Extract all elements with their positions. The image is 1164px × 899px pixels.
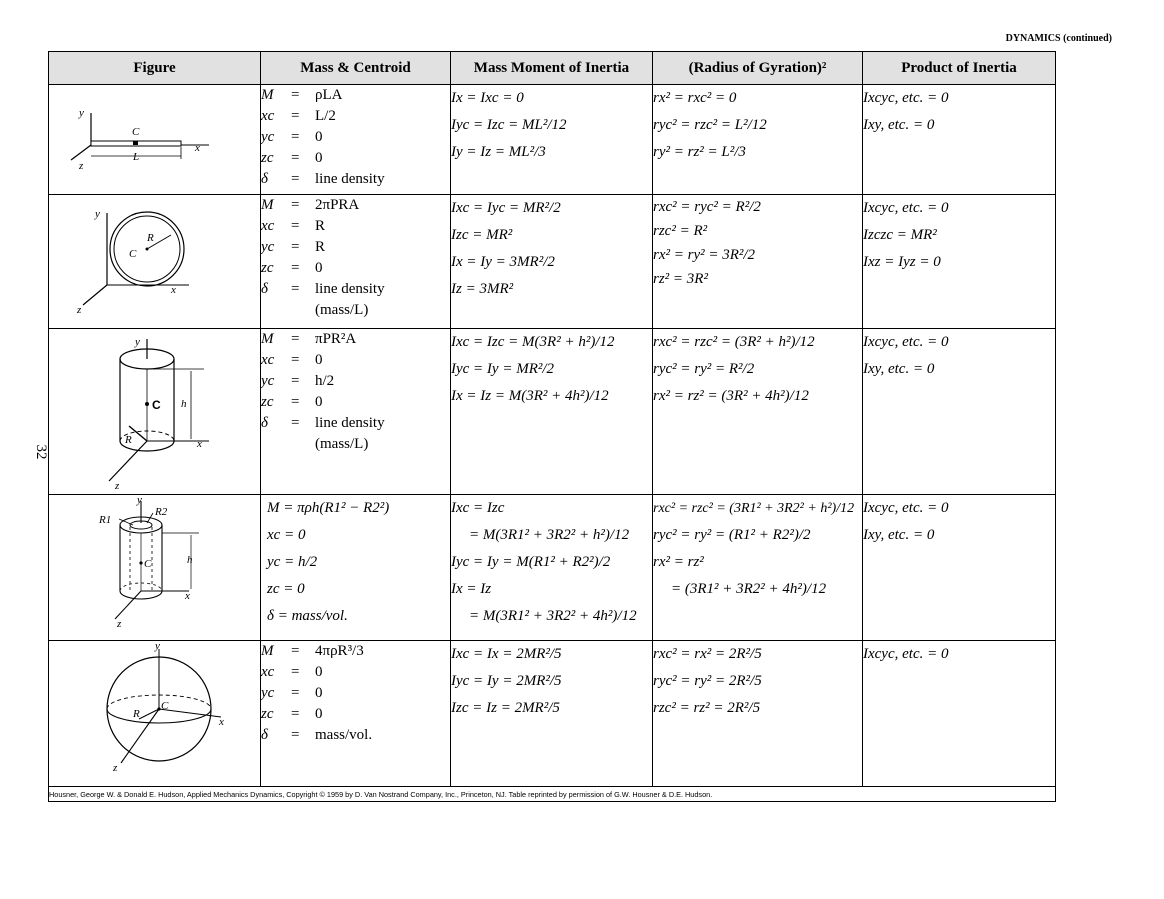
centroid-label: C — [129, 248, 137, 260]
product-cell — [863, 195, 1056, 329]
equation-line: yc = 0 — [261, 685, 323, 701]
product-equation: Ixy, etc. = 0 — [863, 527, 935, 543]
product-equation: Ixz = Iyz = 0 — [863, 254, 941, 270]
hollow-cylinder-figure — [49, 495, 261, 639]
figure-cell — [49, 641, 261, 787]
table-row — [49, 641, 1056, 787]
header-moment-of-inertia: Mass Moment of Inertia — [451, 52, 653, 85]
slender-rod-figure — [49, 85, 261, 193]
product-equation: Ixcyc, etc. = 0 — [863, 500, 949, 516]
y-axis-label: y — [135, 336, 140, 348]
y-axis-label: y — [155, 641, 160, 652]
inertia-cell — [451, 329, 653, 495]
equation-line: zc = 0 — [261, 150, 323, 166]
inertia-cell — [451, 641, 653, 787]
product-cell — [863, 85, 1056, 195]
figure-cell — [49, 329, 261, 495]
table-row — [49, 495, 1056, 641]
centroid-label: C — [161, 700, 169, 712]
gyration-equation: rx² = ry² = 3R²/2 — [653, 247, 756, 263]
radius-label: R — [133, 708, 140, 720]
density-equation: δ = mass/vol. — [267, 608, 348, 624]
equation-line: M = ρLA — [261, 87, 343, 103]
equation-line: yc = h/2 — [261, 373, 335, 389]
mass-centroid-cell — [261, 85, 451, 195]
equation-line: δ = line density — [261, 281, 385, 297]
x-axis-label: x — [197, 438, 202, 450]
gyration-equation: rx² = rz² = (3R² + 4h²)/12 — [653, 388, 809, 404]
outer-radius-label: R2 — [155, 506, 168, 518]
z-axis-label: z — [117, 618, 122, 630]
equation-line: zc = 0 — [261, 706, 323, 722]
x-axis-label: x — [185, 590, 190, 602]
product-equation: Ixy, etc. = 0 — [863, 117, 935, 133]
inertia-equation: Ixc = Izc = M(3R² + h²)/12 — [451, 334, 615, 350]
equation-line: (mass/L) — [315, 436, 369, 452]
gyration-equation: ry² = rz² = L²/3 — [653, 144, 746, 160]
product-equation: Ixcyc, etc. = 0 — [863, 646, 949, 662]
gyration-equation: rxc² = ryc² = R²/2 — [653, 199, 761, 215]
equation-line: M = 2πPRA — [261, 197, 360, 213]
header-row — [49, 52, 1056, 85]
solid-cylinder-figure — [49, 329, 261, 493]
equation-line: xc = 0 — [261, 352, 323, 368]
product-equation: Ixy, etc. = 0 — [863, 361, 935, 377]
mass-equation: M = πρh(R1² − R2²) — [267, 500, 390, 516]
inertia-equation: Ixc = Iyc = MR²/2 — [451, 200, 561, 216]
gyration-equation: ryc² = ry² = R²/2 — [653, 361, 755, 377]
footnote: Housner, George W. & Donald E. Hudson, Applied Mechanics Dynamics, Copyright © 1959 by D. Van Nostrand Company, Inc., Princeton, NJ. Table reprinted by permission of G.W. Housner & D.E. Hudson. — [49, 787, 1056, 802]
gyration-cell — [653, 85, 863, 195]
inertia-equation: Izc = Iz = 2MR²/5 — [451, 700, 560, 716]
product-equation: Ixcyc, etc. = 0 — [863, 334, 949, 350]
equation-line: yc = R — [261, 239, 326, 255]
inertia-cell — [451, 195, 653, 329]
product-cell — [863, 329, 1056, 495]
footnote-row — [49, 787, 1056, 802]
header-product-of-inertia: Product of Inertia — [863, 52, 1056, 85]
inertia-equation: Ix = Iz — [451, 581, 492, 597]
inertia-equation: Iy = Iz = ML²/3 — [451, 144, 546, 160]
z-axis-label: z — [115, 480, 120, 492]
gyration-equation: rzc² = R² — [653, 223, 708, 239]
centroid-label: C — [132, 126, 140, 138]
inertia-equation: Iyc = Iy = MR²/2 — [451, 361, 555, 377]
equation-line: δ = line density — [261, 415, 385, 431]
x-axis-label: x — [219, 716, 224, 728]
gyration-equation: rz² = 3R² — [653, 271, 708, 287]
centroid-x-equation: xc = 0 — [267, 527, 306, 543]
inner-radius-label: R1 — [99, 514, 112, 526]
mass-centroid-cell — [261, 641, 451, 787]
equation-line: M = πPR²A — [261, 331, 357, 347]
inertia-equation: Iyc = Iy = M(R1² + R2²)/2 — [451, 554, 611, 570]
product-cell — [863, 641, 1056, 787]
z-axis-label: z — [77, 304, 82, 316]
centroid-z-equation: zc = 0 — [267, 581, 305, 597]
mass-centroid-cell — [261, 329, 451, 495]
inertia-cell — [451, 85, 653, 195]
gyration-cell — [653, 329, 863, 495]
gyration-cell — [653, 495, 863, 641]
radius-label: R — [125, 434, 132, 446]
equation-line: (mass/L) — [315, 302, 369, 318]
z-axis-label: z — [113, 762, 118, 774]
inertia-equation: Iz = 3MR² — [451, 281, 514, 297]
gyration-equation: ryc² = rzc² = L²/12 — [653, 117, 767, 133]
gyration-equation: rx² = rz² — [653, 554, 704, 570]
inertia-cell — [451, 495, 653, 641]
z-axis-label: z — [79, 160, 84, 172]
radius-label: R — [147, 232, 154, 244]
gyration-cell — [653, 641, 863, 787]
y-axis-label: y — [137, 495, 142, 506]
gyration-equation: rxc² = rzc² = (3R1² + 3R2² + h²)/12 — [653, 501, 855, 516]
inertia-equation: Ixc = Izc — [451, 500, 505, 516]
inertia-equation: Izc = MR² — [451, 227, 513, 243]
header-figure: Figure — [49, 52, 261, 85]
gyration-equation: rzc² = rz² = 2R²/5 — [653, 700, 761, 716]
gyration-equation: rx² = rxc² = 0 — [653, 90, 737, 106]
x-axis-label: x — [195, 142, 200, 154]
product-cell — [863, 495, 1056, 641]
gyration-equation: ryc² = ry² = (R1² + R2²)/2 — [653, 527, 811, 543]
centroid-label: C — [152, 398, 161, 412]
y-axis-label: y — [79, 107, 84, 119]
dynamics-table — [48, 51, 1056, 802]
centroid-y-equation: yc = h/2 — [267, 554, 318, 570]
gyration-equation: ryc² = ry² = 2R²/5 — [653, 673, 762, 689]
equation-line: M = 4πρR³/3 — [261, 643, 364, 659]
page-header: DYNAMICS (continued) — [1005, 33, 1112, 44]
equation-line: δ = mass/vol. — [261, 727, 373, 743]
inertia-equation: Iyc = Izc = ML²/12 — [451, 117, 567, 133]
inertia-equation: = M(3R1² + 3R2² + 4h²)/12 — [469, 608, 637, 624]
inertia-equation: Iyc = Iy = 2MR²/5 — [451, 673, 562, 689]
gyration-equation: rxc² = rx² = 2R²/5 — [653, 646, 762, 662]
inertia-equation: Ixc = Ix = 2MR²/5 — [451, 646, 562, 662]
product-equation: Ixcyc, etc. = 0 — [863, 200, 949, 216]
equation-line: zc = 0 — [261, 260, 323, 276]
page-number: 32 — [33, 444, 49, 460]
thin-ring-figure — [49, 195, 261, 327]
centroid-label: C — [144, 558, 152, 570]
x-axis-label: x — [171, 284, 176, 296]
header-radius-of-gyration: (Radius of Gyration)² — [653, 52, 863, 85]
equation-line: yc = 0 — [261, 129, 323, 145]
gyration-equation: = (3R1² + 3R2² + 4h²)/12 — [671, 581, 827, 597]
equation-line: xc = L/2 — [261, 108, 336, 124]
table-row — [49, 85, 1056, 195]
inertia-equation: = M(3R1² + 3R2² + h²)/12 — [469, 527, 630, 543]
figure-cell — [49, 85, 261, 195]
y-axis-label: y — [95, 208, 100, 220]
inertia-equation: Ix = Iy = 3MR²/2 — [451, 254, 555, 270]
mass-centroid-cell — [261, 495, 451, 641]
equation-line: δ = line density — [261, 171, 385, 187]
equation-line: xc = R — [261, 218, 326, 234]
table-row — [49, 195, 1056, 329]
gyration-equation: rxc² = rzc² = (3R² + h²)/12 — [653, 334, 815, 350]
figure-cell — [49, 195, 261, 329]
header-mass-centroid: Mass & Centroid — [261, 52, 451, 85]
equation-line: zc = 0 — [261, 394, 323, 410]
equation-line: xc = 0 — [261, 664, 323, 680]
inertia-equation: Ix = Ixc = 0 — [451, 90, 524, 106]
height-label: h — [187, 554, 193, 566]
height-label: h — [181, 398, 187, 410]
gyration-cell — [653, 195, 863, 329]
length-label: L — [133, 151, 140, 163]
table-row — [49, 329, 1056, 495]
inertia-equation: Ix = Iz = M(3R² + 4h²)/12 — [451, 388, 609, 404]
mass-centroid-cell — [261, 195, 451, 329]
sphere-figure — [49, 641, 261, 785]
product-equation: Izczc = MR² — [863, 227, 937, 243]
figure-cell — [49, 495, 261, 641]
product-equation: Ixcyc, etc. = 0 — [863, 90, 949, 106]
